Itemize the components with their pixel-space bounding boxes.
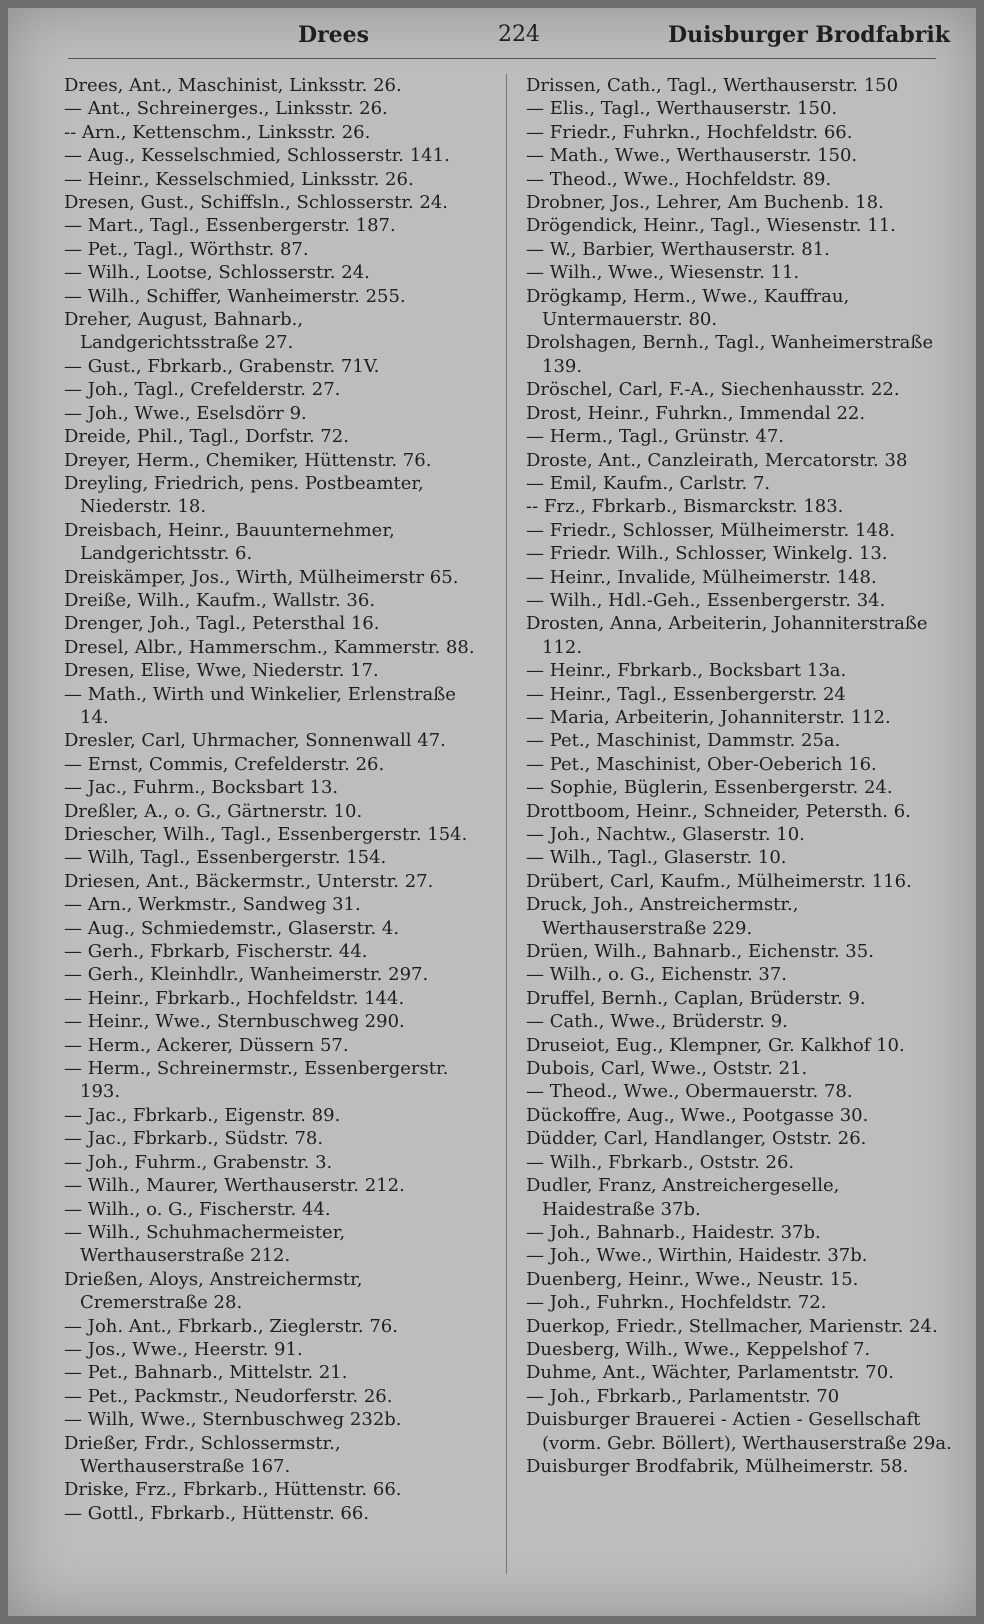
- directory-entry: — Wilh, Tagl., Essenbergerstr. 154.: [64, 847, 387, 869]
- directory-entry: Duisburger Brauerei - Actien - Gesellschaft (vorm. Gebr. Böllert), Werthauserstraße 29a.: [526, 1409, 952, 1454]
- directory-entry: Duisburger Brodfabrik, Mülheimerstr. 58.: [526, 1455, 909, 1477]
- directory-entry: Düdder, Carl, Handlanger, Oststr. 26.: [526, 1128, 867, 1150]
- directory-entry: — Ernst, Commis, Crefelderstr. 26.: [64, 753, 385, 775]
- left-column: [64, 74, 484, 1525]
- directory-entry: — Theod., Wwe., Hochfeldstr. 89.: [526, 168, 832, 190]
- directory-entry: Druseiot, Eug., Klempner, Gr. Kalkhof 10.: [526, 1034, 905, 1056]
- header-rule: [68, 58, 936, 59]
- directory-entry: — Wilh., Lootse, Schlosserstr. 24.: [64, 262, 370, 284]
- directory-entry: — Heinr., Wwe., Sternbuschweg 290.: [64, 1011, 405, 1033]
- directory-entry: — Joh., Fuhrm., Grabenstr. 3.: [64, 1151, 333, 1173]
- directory-entry: Dreide, Phil., Tagl., Dorfstr. 72.: [64, 426, 349, 448]
- directory-entry: — Pet., Packmstr., Neudorferstr. 26.: [64, 1385, 393, 1407]
- directory-entry: — Emil, Kaufm., Carlstr. 7.: [526, 472, 771, 494]
- directory-entry: — Math., Wirth und Winkelier, Erlenstraße 14.: [64, 683, 456, 728]
- directory-entry: — Wilh., Tagl., Glaserstr. 10.: [526, 847, 787, 869]
- directory-entry: Dreher, August, Bahnarb., Landgerichtsstraße 27.: [64, 309, 304, 354]
- directory-entry: — Joh., Bahnarb., Haidestr. 37b.: [526, 1221, 821, 1243]
- header-last-entry: Duisburger Brodfabrik: [668, 22, 950, 48]
- directory-entry: — Pet., Maschinist, Dammstr. 25a.: [526, 730, 841, 752]
- directory-entry: Dudler, Franz, Anstreichergeselle, Haidestraße 37b.: [526, 1175, 840, 1220]
- directory-entry: Dresen, Elise, Wwe, Niederstr. 17.: [64, 660, 379, 682]
- directory-entry: — Joh., Fbrkarb., Parlamentstr. 70: [526, 1385, 840, 1407]
- directory-entry: — Pet., Tagl., Wörthstr. 87.: [64, 238, 309, 260]
- directory-entry: — W., Barbier, Werthauserstr. 81.: [526, 238, 830, 260]
- directory-entry: Dubois, Carl, Wwe., Oststr. 21.: [526, 1058, 808, 1080]
- directory-entry: Drobner, Jos., Lehrer, Am Buchenb. 18.: [526, 192, 884, 214]
- directory-entry: — Theod., Wwe., Obermauerstr. 78.: [526, 1081, 853, 1103]
- directory-entry: Drost, Heinr., Fuhrkn., Immendal 22.: [526, 402, 866, 424]
- directory-entry: — Joh., Tagl., Crefelderstr. 27.: [64, 379, 341, 401]
- page-number: 224: [498, 22, 540, 47]
- directory-entry: — Aug., Schmiedemstr., Glaserstr. 4.: [64, 917, 400, 939]
- directory-entry: — Wilh., Schuhmachermeister, Werthauserstraße 212.: [64, 1221, 346, 1267]
- directory-entry: — Arn., Werkmstr., Sandweg 31.: [64, 894, 361, 916]
- header-first-entry: Drees: [298, 22, 370, 48]
- directory-entry: — Herm., Schreinermstr., Essenbergerstr. 193.: [64, 1058, 449, 1103]
- directory-entry: — Cath., Wwe., Brüderstr. 9.: [526, 1011, 788, 1033]
- directory-entry: Drees, Ant., Maschinist, Linksstr. 26.: [64, 75, 402, 96]
- directory-entry: — Wilh., o. G., Eichenstr. 37.: [526, 964, 788, 986]
- directory-entry: — Math., Wwe., Werthauserstr. 150.: [526, 145, 858, 167]
- directory-entry: — Heinr., Fbrkarb., Hochfeldstr. 144.: [64, 987, 405, 1009]
- directory-entry: Driske, Frz., Fbrkarb., Hüttenstr. 66.: [64, 1479, 402, 1501]
- directory-entry: — Maria, Arbeiterin, Johanniterstr. 112.: [526, 706, 891, 728]
- directory-entry: Drießen, Aloys, Anstreichermstr, Cremerstraße 28.: [64, 1268, 363, 1314]
- directory-entry: — Joh., Wwe., Wirthin, Haidestr. 37b.: [526, 1245, 868, 1267]
- directory-entry: — Wilh., Wwe., Wiesenstr. 11.: [526, 262, 800, 284]
- directory-entry: — Friedr., Schlosser, Mülheimerstr. 148.: [526, 519, 896, 541]
- directory-entry: — Wilh., Hdl.-Geh., Essenbergerstr. 34.: [526, 589, 886, 611]
- directory-entry: Dresel, Albr., Hammerschm., Kammerstr. 88.: [64, 636, 475, 658]
- directory-entry: — Pet., Bahnarb., Mittelstr. 21.: [64, 1362, 348, 1384]
- directory-entry: — Heinr., Fbrkarb., Bocksbart 13a.: [526, 660, 847, 682]
- directory-entry: Drüen, Wilh., Bahnarb., Eichenstr. 35.: [526, 941, 874, 963]
- directory-entry: — Gerh., Kleinhdlr., Wanheimerstr. 297.: [64, 964, 429, 986]
- directory-entry: Drenger, Joh., Tagl., Petersthal 16.: [64, 613, 380, 635]
- directory-entry: Drolshagen, Bernh., Tagl., Wanheimerstraße 139.: [526, 332, 934, 377]
- directory-entry: — Mart., Tagl., Essenbergerstr. 187.: [64, 215, 396, 237]
- directory-entry: — Gottl., Fbrkarb., Hüttenstr. 66.: [64, 1502, 370, 1524]
- directory-entry: — Gerh., Fbrkarb, Fischerstr. 44.: [64, 941, 368, 963]
- directory-entry: Druck, Joh., Anstreichermstr., Werthauserstraße 229.: [526, 894, 799, 939]
- directory-entry: — Sophie, Büglerin, Essenbergerstr. 24.: [526, 777, 893, 799]
- directory-entry: Drissen, Cath., Tagl., Werthauserstr. 150: [526, 75, 899, 96]
- directory-entry: Drottboom, Heinr., Schneider, Petersth. 6.: [526, 800, 911, 822]
- page-header: [8, 22, 976, 56]
- directory-entry: Druffel, Bernh., Caplan, Brüderstr. 9.: [526, 987, 866, 1009]
- directory-entry: — Jac., Fbrkarb., Südstr. 78.: [64, 1128, 324, 1150]
- directory-entry: — Herm., Tagl., Grünstr. 47.: [526, 426, 785, 448]
- directory-entry: — Jac., Fbrkarb., Eigenstr. 89.: [64, 1104, 341, 1126]
- directory-entry: Duerkop, Friedr., Stellmacher, Marienstr. 24.: [526, 1315, 938, 1337]
- directory-entry: Dreyling, Friedrich, pens. Postbeamter, Niederstr. 18.: [64, 472, 424, 518]
- directory-entry: -- Arn., Kettenschm., Linksstr. 26.: [64, 121, 371, 143]
- directory-entry: — Pet., Maschinist, Ober-Oeberich 16.: [526, 753, 877, 775]
- directory-entry: Duesberg, Wilh., Wwe., Keppelshof 7.: [526, 1338, 871, 1360]
- directory-entry: — Gust., Fbrkarb., Grabenstr. 71V.: [64, 355, 380, 377]
- directory-page: [8, 8, 976, 1616]
- directory-entry: Dreßler, A., o. G., Gärtnerstr. 10.: [64, 800, 363, 822]
- directory-entry: — Heinr., Tagl., Essenbergerstr. 24: [526, 683, 846, 705]
- directory-entry: — Wilh., Fbrkarb., Oststr. 26.: [526, 1151, 795, 1173]
- directory-entry: — Wilh., Schiffer, Wanheimerstr. 255.: [64, 285, 406, 307]
- directory-entry: Drögendick, Heinr., Tagl., Wiesenstr. 11.: [526, 215, 896, 237]
- directory-entry: Driescher, Wilh., Tagl., Essenbergerstr. 154.: [64, 824, 468, 845]
- directory-entry: Dückoffre, Aug., Wwe., Pootgasse 30.: [526, 1104, 869, 1126]
- directory-entry: — Friedr., Fuhrkn., Hochfeldstr. 66.: [526, 121, 853, 143]
- directory-entry: — Heinr., Kesselschmied, Linksstr. 26.: [64, 168, 414, 190]
- directory-entry: — Joh., Wwe., Eselsdörr 9.: [64, 402, 307, 424]
- directory-entry: -- Frz., Fbrkarb., Bismarckstr. 183.: [526, 496, 844, 518]
- directory-entry: — Aug., Kesselschmied, Schlosserstr. 141.: [64, 145, 450, 167]
- directory-entry: Droste, Ant., Canzleirath, Mercatorstr. 38: [526, 449, 908, 471]
- directory-entry: Driesen, Ant., Bäckermstr., Unterstr. 27.: [64, 870, 434, 892]
- directory-entry: Dresler, Carl, Uhrmacher, Sonnenwall 47.: [64, 730, 446, 752]
- directory-entry: Drießer, Frdr., Schlossermstr., Werthauserstraße 167.: [64, 1432, 341, 1477]
- directory-entry: — Jos., Wwe., Heerstr. 91.: [64, 1338, 303, 1360]
- column-divider: [506, 74, 507, 1574]
- directory-entry: Duenberg, Heinr., Wwe., Neustr. 15.: [526, 1268, 859, 1290]
- directory-entry: Drübert, Carl, Kaufm., Mülheimerstr. 116.: [526, 870, 912, 892]
- directory-entry: Dreisbach, Heinr., Bauunternehmer, Landgerichtsstr. 6.: [64, 519, 395, 565]
- directory-entry: Dresen, Gust., Schiffsln., Schlosserstr. 24.: [64, 192, 449, 214]
- directory-entry: — Wilh, Wwe., Sternbuschweg 232b.: [64, 1409, 402, 1431]
- directory-entry: — Heinr., Invalide, Mülheimerstr. 148.: [526, 566, 877, 588]
- directory-entry: Dreiskämper, Jos., Wirth, Mülheimerstr 65.: [64, 566, 459, 588]
- directory-entry: — Joh. Ant., Fbrkarb., Zieglerstr. 76.: [64, 1315, 398, 1337]
- directory-entry: — Ant., Schreinerges., Linksstr. 26.: [64, 98, 388, 120]
- directory-entry: Duhme, Ant., Wächter, Parlamentstr. 70.: [526, 1362, 894, 1384]
- directory-entry: — Joh., Fuhrkn., Hochfeldstr. 72.: [526, 1292, 827, 1314]
- directory-entry: — Jac., Fuhrm., Bocksbart 13.: [64, 777, 339, 799]
- directory-entry: — Joh., Nachtw., Glaserstr. 10.: [526, 824, 805, 845]
- directory-entry: — Herm., Ackerer, Düssern 57.: [64, 1034, 349, 1056]
- directory-entry: Dröschel, Carl, F.-A., Siechenhausstr. 22.: [526, 379, 900, 401]
- directory-entry: Dreiße, Wilh., Kaufm., Wallstr. 36.: [64, 589, 376, 611]
- directory-entry: — Wilh., o. G., Fischerstr. 44.: [64, 1198, 331, 1220]
- right-column: [526, 74, 956, 1478]
- directory-entry: — Elis., Tagl., Werthauserstr. 150.: [526, 98, 838, 120]
- directory-entry: Drögkamp, Herm., Wwe., Kauffrau, Untermauerstr. 80.: [526, 285, 850, 331]
- directory-entry: — Friedr. Wilh., Schlosser, Winkelg. 13.: [526, 543, 888, 565]
- directory-entry: Drosten, Anna, Arbeiterin, Johanniterstraße 112.: [526, 613, 928, 658]
- directory-entry: Dreyer, Herm., Chemiker, Hüttenstr. 76.: [64, 449, 432, 471]
- directory-entry: — Wilh., Maurer, Werthauserstr. 212.: [64, 1175, 405, 1197]
